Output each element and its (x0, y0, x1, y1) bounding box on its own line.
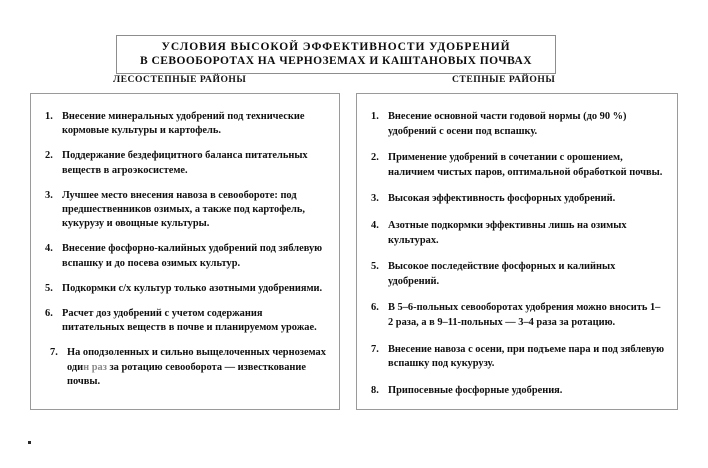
list-item (371, 110, 665, 139)
panel-forest-steppe-content (31, 94, 339, 389)
column-header-steppe: СТЕПНЫЕ РАЙОНЫ (452, 74, 556, 85)
title-line-2: В СЕВООБОРОТАХ НА ЧЕРНОЗЕМАХ И КАШТАНОВЫХ ПОЧВАХ (140, 55, 532, 67)
list-item-number: 3. (45, 189, 53, 201)
recommendation-list-forest-steppe (45, 110, 327, 389)
list-item-text: Внесение навоза с осени, при подъеме пара и под зяблевую вспашку под кукурузу. (388, 343, 665, 370)
list-item (371, 219, 665, 248)
list-item-number: 7. (371, 343, 379, 355)
list-item-text-continued: за ротацию севооборота — известкование почвы. (67, 361, 307, 387)
list-item-text: Внесение основной части годовой нормы (до 90 %) удобрений с осени под вспашку. (388, 111, 627, 137)
list-item-text-degraded: н раз (83, 361, 107, 373)
list-item (45, 346, 327, 389)
list-item (45, 189, 327, 232)
list-item-text: Применение удобрений в сочетании с орошением, наличием чистых паров, оптимальной обработкой почвы. (388, 152, 663, 178)
list-item-text: Подкормки с/х культур только азотными удобрениями. (62, 282, 323, 294)
list-item-number: 4. (45, 243, 53, 255)
panel-forest-steppe (30, 93, 340, 410)
list-item-number: 4. (371, 219, 379, 231)
list-item-number: 5. (45, 282, 53, 294)
list-item (45, 110, 327, 138)
list-item (45, 307, 327, 335)
list-item (371, 151, 665, 180)
list-item-text: На оподзоленных и сильно выщелоченных черноземах оди (67, 347, 326, 373)
list-item-number: 2. (371, 152, 379, 164)
list-item-number: 5. (371, 261, 379, 273)
list-item-text: Поддержание бездефицитного баланса питательных веществ в агроэкосистеме. (62, 150, 308, 176)
document-title-box (116, 35, 556, 74)
list-item-text: Высокое последействие фосфорных и калийных удобрений. (388, 261, 616, 287)
list-item-text: В 5–6-польных севооборотах удобрения можно вносить 1–2 раза, а в 9–11-польных — 3–4 раза за ротацию. (388, 302, 661, 328)
list-item-text: Лучшее место внесения навоза в севообороте: под предшественников озимых, а также под картофель, кукурузу и овощные культуры. (62, 189, 305, 230)
list-item (45, 282, 327, 296)
list-item-text: Внесение минеральных удобрений под технические кормовые культуры и картофель. (62, 111, 305, 137)
scan-speck-artifact (28, 441, 31, 444)
list-item-number: 3. (371, 193, 379, 205)
list-item (371, 260, 665, 289)
list-item-text: Припосевные фосфорные удобрения. (388, 384, 563, 396)
list-item-number: 2. (45, 150, 53, 162)
list-item (371, 192, 665, 207)
panel-steppe (356, 93, 678, 410)
column-header-forest-steppe: ЛЕСОСТЕПНЫЕ РАЙОНЫ (113, 74, 247, 85)
list-item-number: 7. (50, 347, 58, 359)
list-item-number: 1. (45, 111, 53, 122)
list-item-text: Азотные подкормки эффективны лишь на озимых культурах. (388, 219, 627, 246)
panel-steppe-content (357, 94, 677, 398)
list-item-number: 1. (371, 111, 379, 122)
list-item (371, 384, 665, 399)
list-item (45, 149, 327, 177)
list-item-text: Расчет доз удобрений с учетом содержания питательных веществ в почве и планируемом урожае. (62, 308, 317, 334)
list-item-text: Внесение фосфорно-калийных удобрений под зяблевую вспашку и до посева озимых культур. (62, 243, 323, 269)
list-item-number: 6. (45, 308, 53, 320)
list-item-text: Высокая эффективность фосфорных удобрений. (388, 193, 616, 205)
list-item (371, 343, 665, 372)
list-item-number: 6. (371, 302, 379, 314)
recommendation-list-steppe (371, 110, 665, 398)
title-line-1: УСЛОВИЯ ВЫСОКОЙ ЭФФЕКТИВНОСТИ УДОБРЕНИЙ (161, 41, 511, 53)
list-item (371, 301, 665, 330)
list-item-number: 8. (371, 384, 379, 396)
list-item (45, 242, 327, 270)
